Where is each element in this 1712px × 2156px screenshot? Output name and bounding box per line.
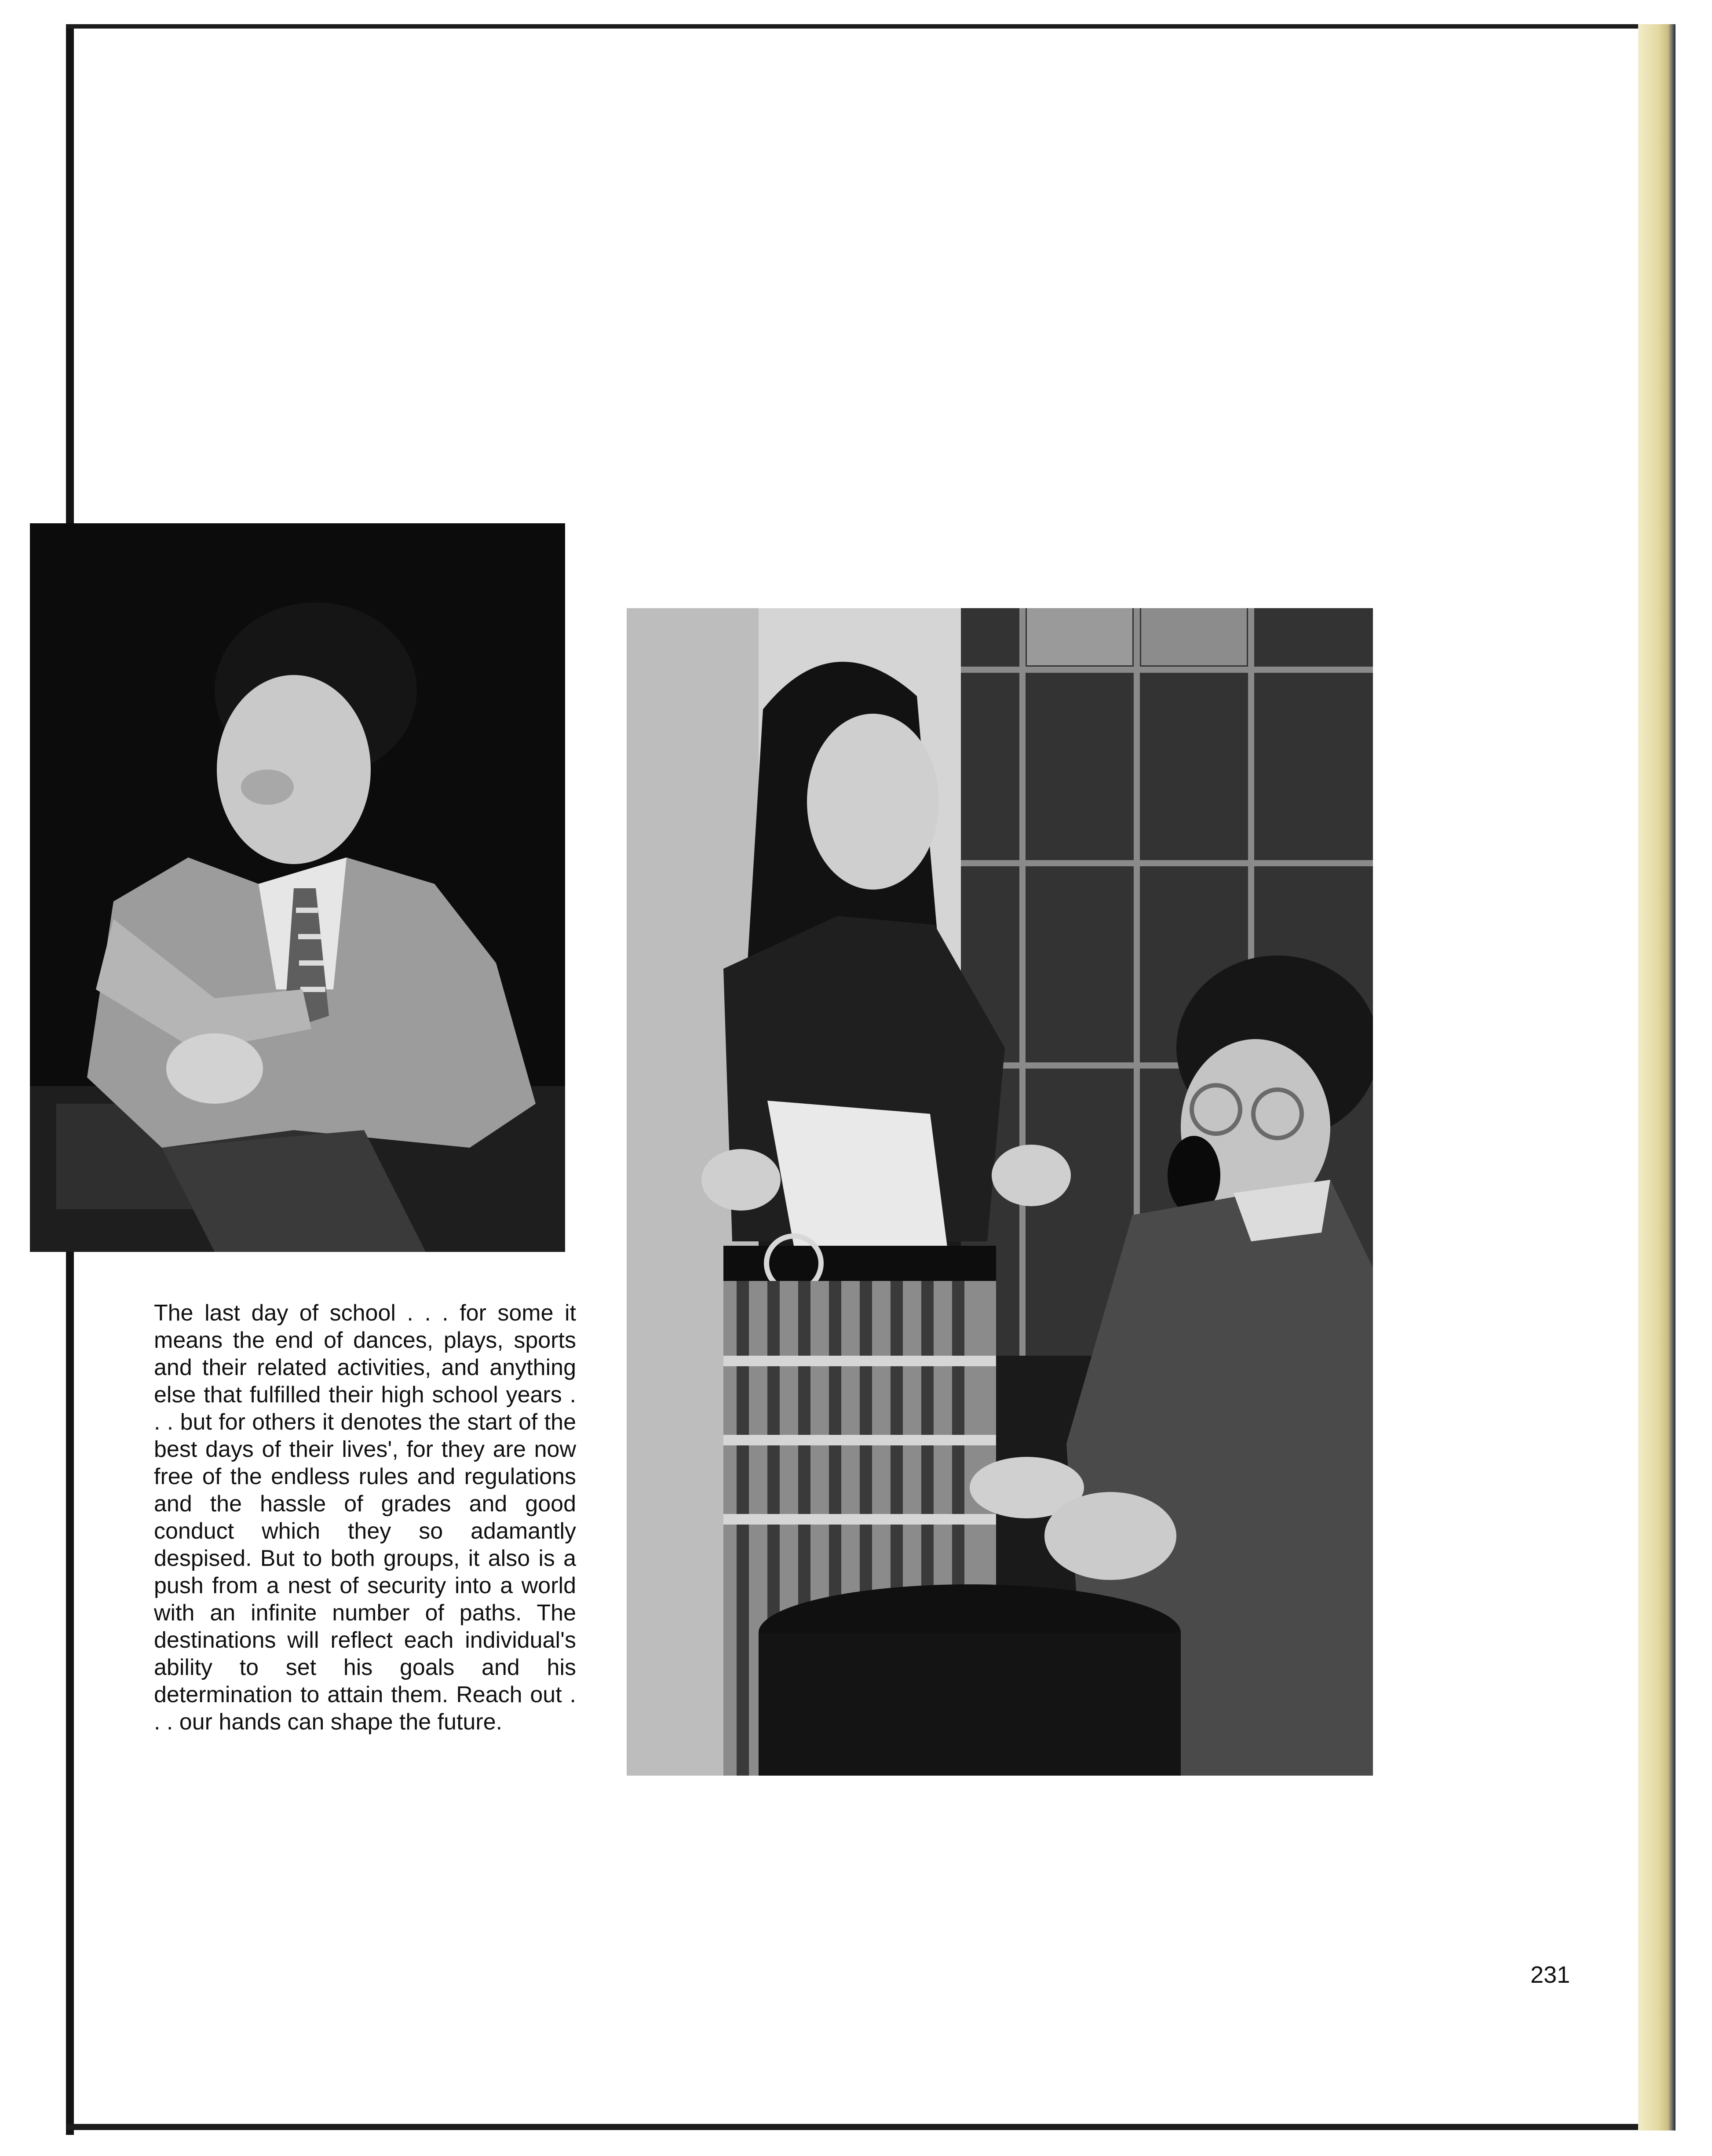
page-top-border bbox=[66, 24, 1675, 29]
page-number: 231 bbox=[1530, 1962, 1570, 1988]
photo-girl-and-boy-on-phone bbox=[627, 608, 1373, 1776]
body-text: The last day of school . . . for some it means the end of dances, plays, sports and their related activities, and anything else that fulfilled their high school years . . . but for others it denotes the start of the best days of their lives', for they are now free of the endless rules and regulations and the hassle of grades and good conduct which they so adamantly despised. But to both groups, it also is a push from a nest of security into a world with an infinite number of paths. The destinations will reflect each individual's ability to set his goals and his determination to attain them. Reach out . . . our hands can shape the future. bbox=[154, 1300, 576, 1735]
page-edge-strip bbox=[1638, 24, 1675, 2130]
photo-girl-and-boy-image bbox=[627, 608, 1373, 1776]
photo-seated-man-image bbox=[30, 523, 565, 1252]
photo-seated-man bbox=[30, 523, 565, 1252]
page-bottom-border bbox=[66, 2124, 1675, 2130]
